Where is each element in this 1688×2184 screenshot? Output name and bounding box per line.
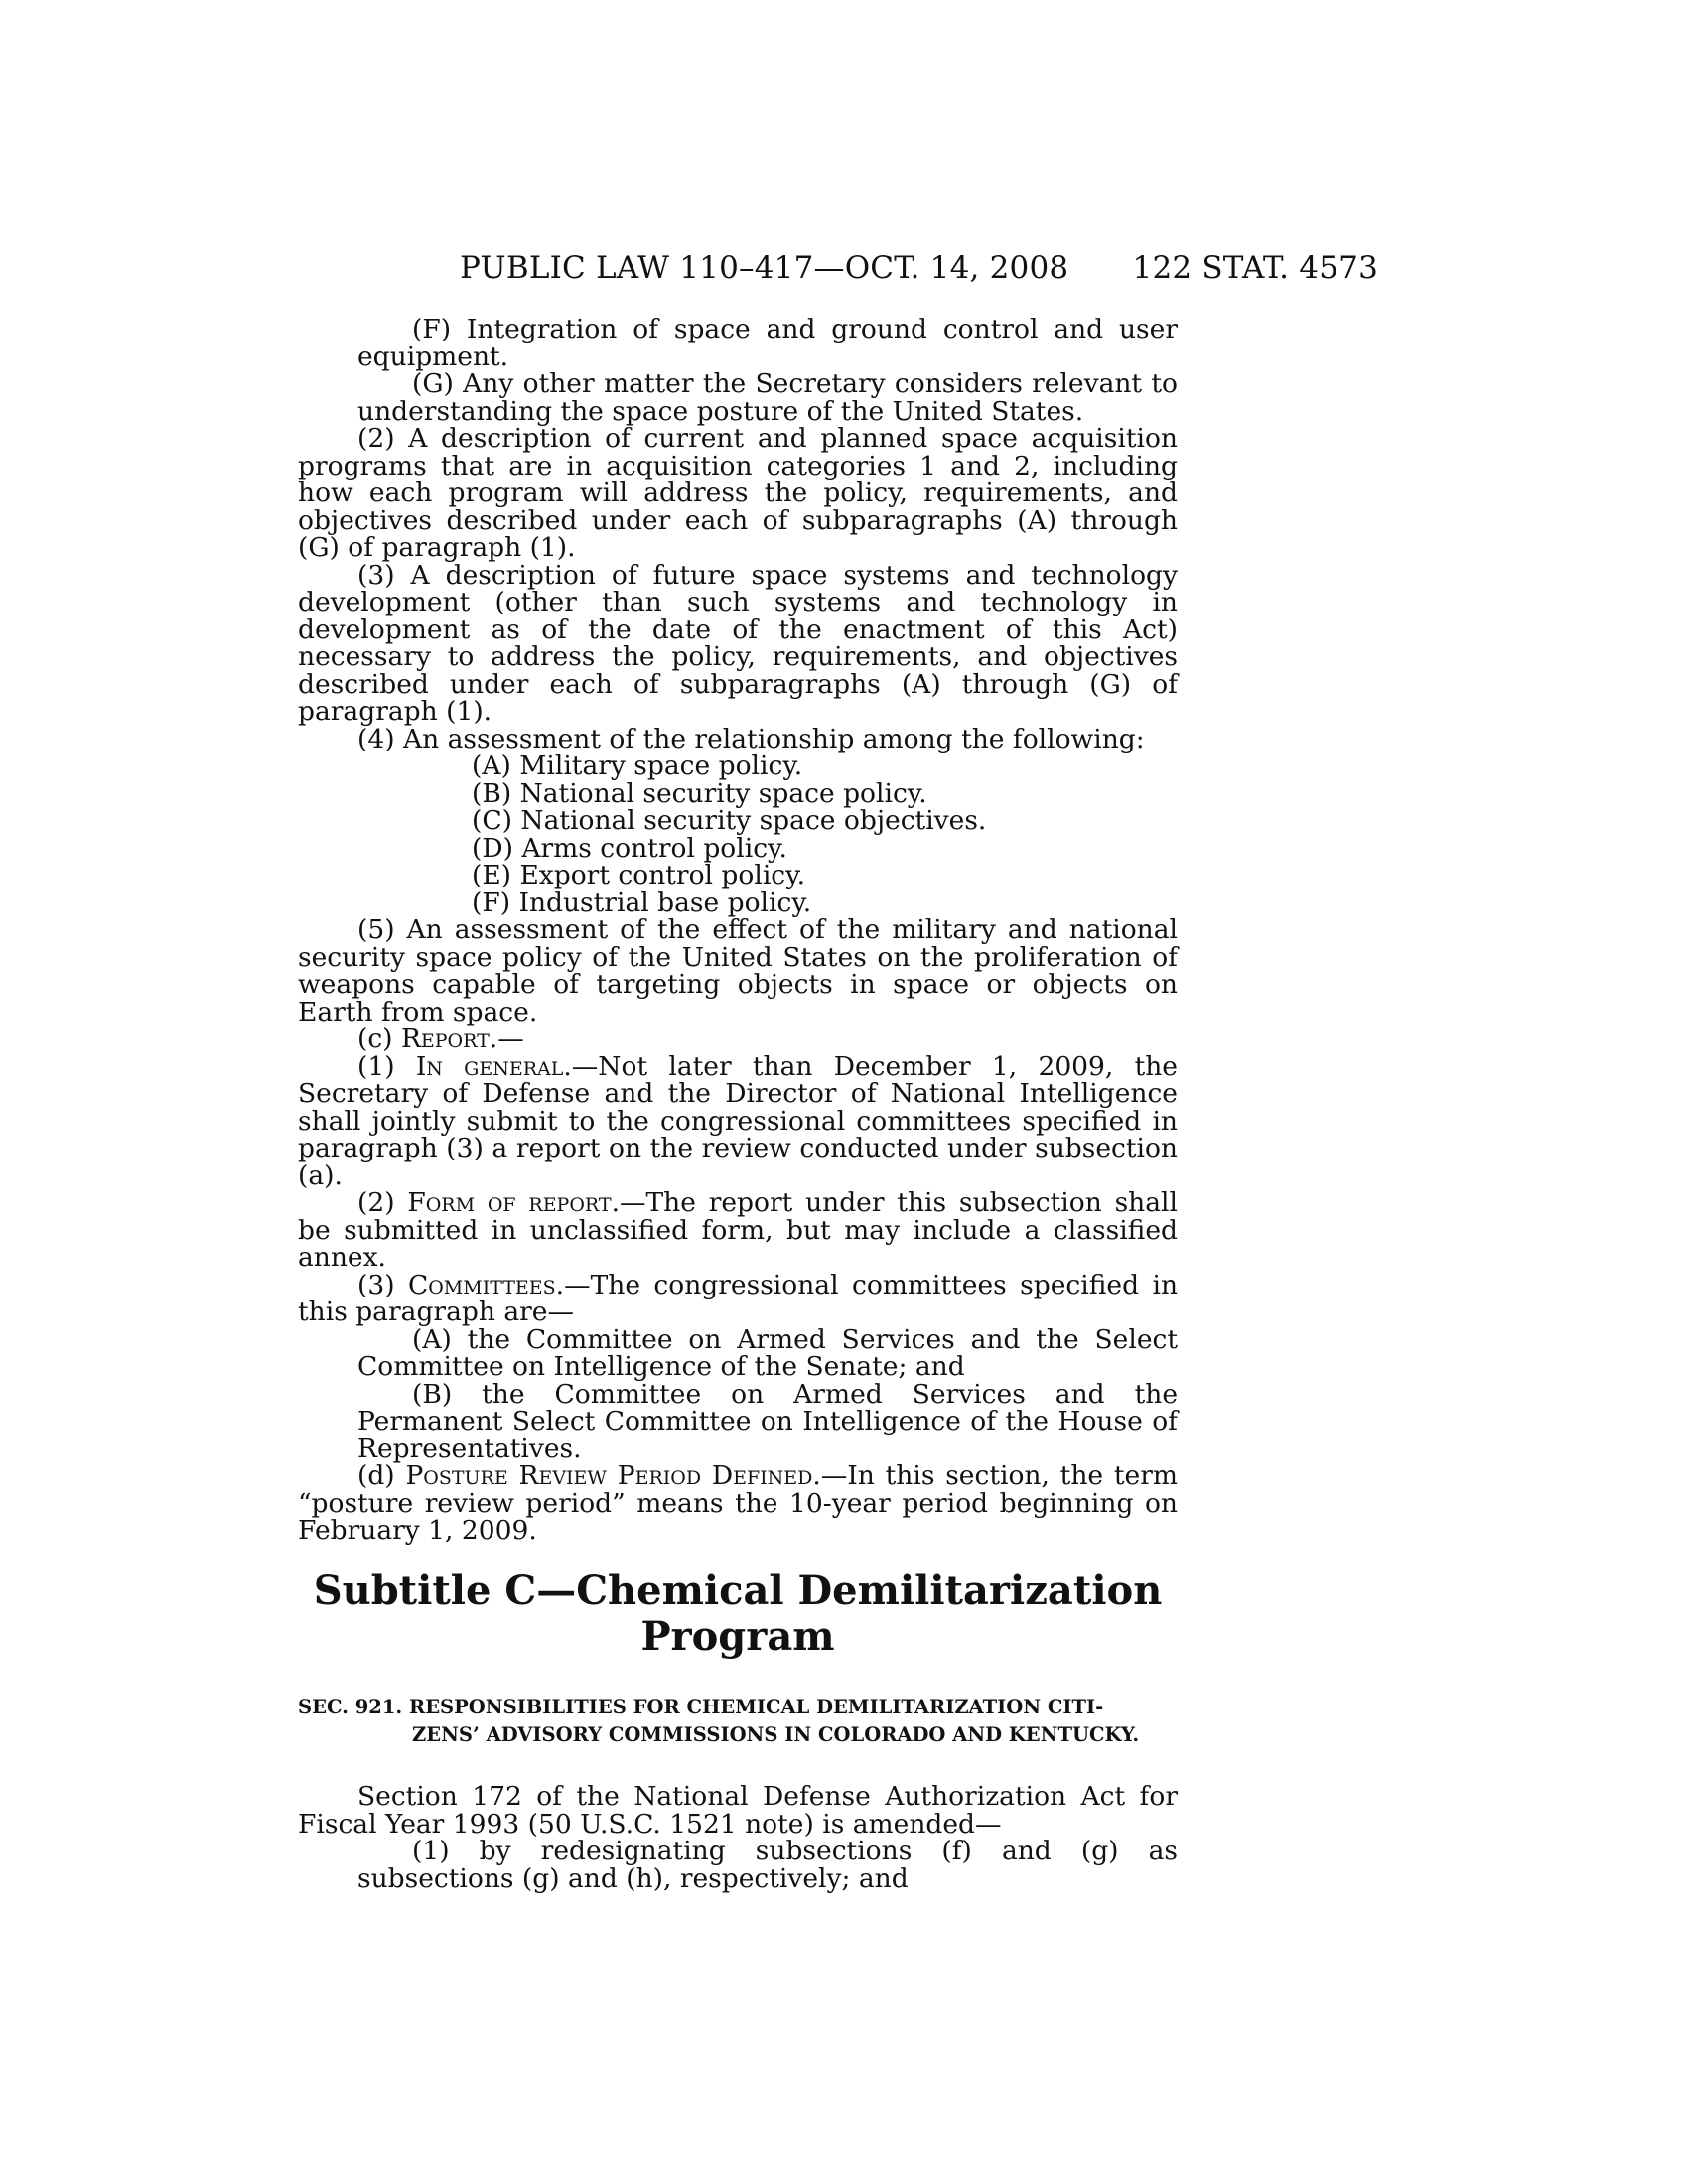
section-heading-continuation: ZENS’ ADVISORY COMMISSIONS IN COLORADO AND KENTUCKY. <box>412 1723 1140 1746</box>
header-page-ref: 122 STAT. 4573 <box>1132 250 1378 286</box>
subsection-c-heading <box>298 1025 1178 1053</box>
paragraph-c3-b: (B) the Committee on Armed Services and the Permanent Select Committee on Intelligence of the House of Representatives. <box>357 1378 1178 1464</box>
c3-heading: Committees. <box>407 1269 565 1300</box>
list-item: (E) Export control policy. <box>472 860 806 890</box>
subsection-c-label: (c) <box>357 1024 401 1054</box>
paragraph-2: (2) A description of current and planned space acquisition programs that are in acquisition categories 1 and 2, including how each program will address the policy, requirements, and objectives described under each of subparagraphs (A) through (G) of paragraph (1). <box>298 423 1178 563</box>
list-item: (F) Industrial base policy. <box>472 887 812 918</box>
section-item-1: (1) by redesignating subsections (f) and (g) as subsections (g) and (h), respectively; and <box>357 1836 1178 1894</box>
page-header <box>308 248 1378 288</box>
paragraph-4: (4) An assessment of the relationship among the following: <box>357 723 1145 754</box>
section-heading-line: SEC. 921. RESPONSIBILITIES FOR CHEMICAL DEMILITARIZATION CITI- <box>298 1696 1104 1718</box>
subtitle-heading: Subtitle C—Chemical Demilitarization Program <box>313 1568 1163 1660</box>
c3-text: —The congressional committees specified in this paragraph are— <box>298 1269 1179 1327</box>
c1-heading: In general. <box>415 1050 572 1082</box>
paragraph-3: (3) A description of future space systems and technology development (other than such systems and technology in development as of the date of the enactment of this Act) necessary to address the policy, requirements, and objectives described under each of subparagraphs (A) through (G) of paragraph (1). <box>298 559 1178 727</box>
paragraph-c1 <box>298 1050 1178 1191</box>
list-item: (B) National security space policy. <box>472 777 927 809</box>
c3-label: (3) <box>357 1269 408 1300</box>
section-intro: Section 172 of the National Defense Authorization Act for Fiscal Year 1993 (50 U.S.C. 1521 note) is amended— <box>298 1781 1178 1840</box>
header-title: PUBLIC LAW 110–417—OCT. 14, 2008 <box>460 250 1069 286</box>
c2-heading: Form of report. <box>407 1187 620 1218</box>
list-item: (D) Arms control policy. <box>472 832 787 864</box>
list-item: (C) National security space objectives. <box>472 805 987 836</box>
d-heading: Posture Review Period Defined. <box>405 1460 821 1491</box>
body-text <box>298 316 1178 1545</box>
list-item: (A) Military space policy. <box>472 751 803 781</box>
subsection-d <box>298 1462 1178 1545</box>
c1-label: (1) <box>357 1050 416 1082</box>
section-body <box>298 1783 1178 1892</box>
section-heading <box>298 1694 1178 1749</box>
paragraph-f-integration: (F) Integration of space and ground control and user equipment. <box>357 314 1178 372</box>
paragraph-5: (5) An assessment of the effect of the military and national security space policy of the United States on the proliferation of weapons capable of targeting objects in space or objects on Earth from space. <box>298 914 1178 1027</box>
paragraph-g-other-matter: (G) Any other matter the Secretary considers relevant to understanding the space posture of the United States. <box>357 368 1178 427</box>
paragraph-c3-a: (A) the Committee on Armed Services and the Select Committee on Intelligence of the Senate; and <box>357 1323 1178 1382</box>
c1-text: —Not later than December 1, 2009, the Secretary of Defense and the Director of National Intelligence shall jointly submit to the congressional committees specified in paragraph (3) a report on the review conducted under subsection (a). <box>298 1050 1178 1191</box>
subsection-c-title: Report.— <box>400 1024 524 1054</box>
d-label: (d) <box>357 1460 406 1491</box>
c2-label: (2) <box>357 1187 408 1218</box>
paragraph-c3 <box>298 1269 1179 1327</box>
paragraph-c2 <box>298 1189 1178 1272</box>
c2-text: —The report under this subsection shall be submitted in unclassified form, but may include a classified annex. <box>298 1187 1178 1273</box>
d-text: —In this section, the term “posture review period” means the 10-year period beginning on February 1, 2009. <box>298 1460 1178 1546</box>
